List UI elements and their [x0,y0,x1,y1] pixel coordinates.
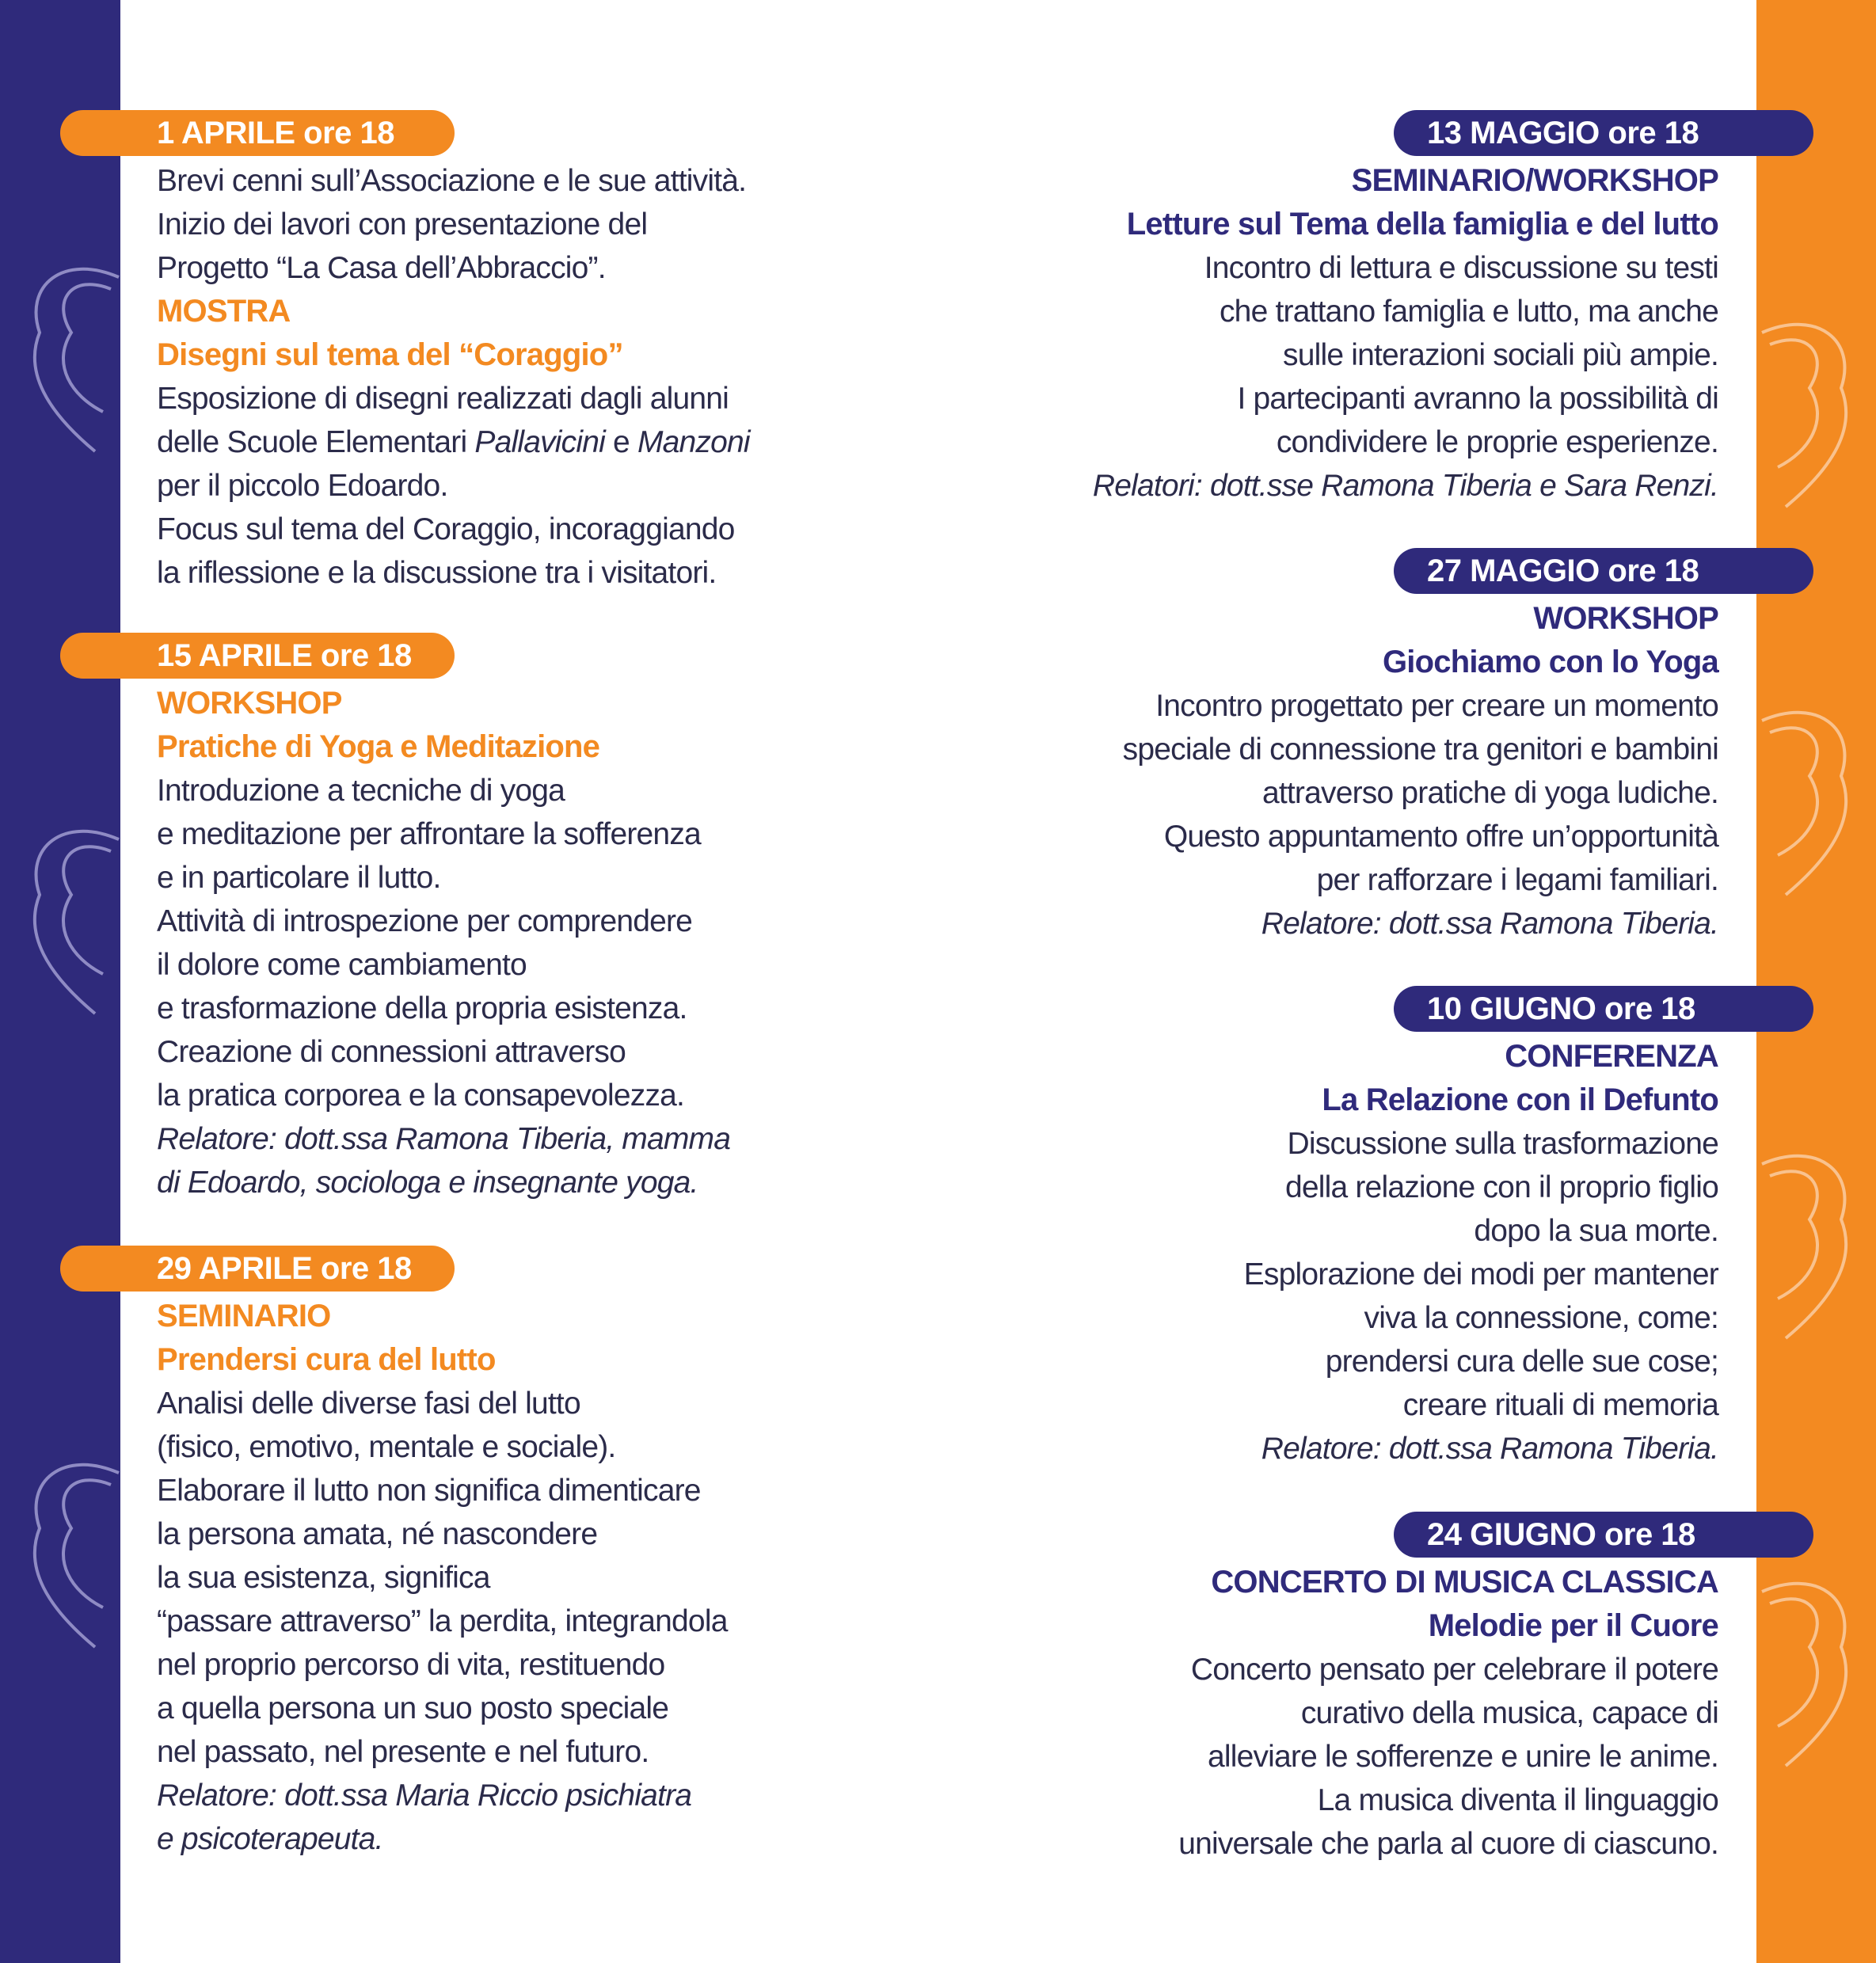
event-title: Melodie per il Cuore [1428,1608,1718,1643]
desc-text: delle Scuole Elementari [157,425,475,459]
desc-line: della relazione con il proprio figlio [1284,1170,1718,1204]
desc-line: universale che parla al cuore di ciascuno. [1178,1827,1718,1861]
desc-line: Incontro progettato per creare un momento [1155,689,1718,723]
intro-line: Inizio dei lavori con presentazione del [157,207,648,242]
event-13-may [950,110,1813,508]
desc-line: la riflessione e la discussione tra i visitatori. [157,556,717,590]
desc-line: speciale di connessione tra genitori e bambini [1122,732,1718,767]
desc-line: nel proprio percorso di vita, restituendo [157,1648,665,1682]
desc-line: “passare attraverso” la perdita, integrandola [157,1604,728,1638]
event-title: Prendersi cura del lutto [157,1342,496,1377]
pill-wrap [950,1512,1813,1558]
event-category: CONFERENZA [1505,1039,1718,1074]
desc-line: nel passato, nel presente e nel futuro. [157,1735,649,1769]
desc-line: per rafforzare i legami familiari. [1316,863,1718,897]
speaker-line: di Edoardo, sociologa e insegnante yoga. [157,1166,698,1200]
desc-line [157,420,852,464]
event-24-june [950,1512,1813,1866]
speaker-line: Relatore: dott.ssa Ramona Tiberia, mamma [157,1122,731,1156]
event-title: Letture sul Tema della famiglia e del lutto [1126,207,1718,242]
desc-line: Focus sul tema del Coraggio, incoraggiando [157,512,735,546]
event-15-april [60,633,852,1204]
desc-line: Esplorazione dei modi per mantener [1243,1257,1718,1292]
event-1-april [60,110,852,595]
event-title: Pratiche di Yoga e Meditazione [157,729,600,764]
event-title: Disegni sul tema del “Coraggio” [157,337,623,372]
desc-line: alleviare le sofferenze e unire le anime. [1207,1740,1718,1774]
event-29-april [60,1246,852,1861]
event-title: Giochiamo con lo Yoga [1382,645,1718,679]
desc-line: Concerto pensato per celebrare il potere [1190,1653,1718,1687]
desc-line: condividere le proprie esperienze. [1276,425,1718,459]
speaker-line: Relatore: dott.ssa Maria Riccio psichiatra [157,1778,692,1813]
event-category: SEMINARIO [157,1299,331,1333]
desc-line: il dolore come cambiamento [157,948,527,982]
event-body [60,1295,852,1861]
event-body [60,682,852,1204]
desc-line: per il piccolo Edoardo. [157,469,448,503]
event-body [950,1035,1813,1470]
desc-line: sulle interazioni sociali più ampie. [1283,338,1718,372]
desc-line: Elaborare il lutto non significa dimenticare [157,1474,701,1508]
event-category: CONCERTO DI MUSICA CLASSICA [1211,1565,1718,1600]
date-pill: 29 APRILE ore 18 [60,1246,455,1292]
event-10-june [950,986,1813,1470]
desc-line: e meditazione per affrontare la sofferenza [157,817,701,851]
desc-line: I partecipanti avranno la possibilità di [1237,382,1718,416]
desc-line: Questo appuntamento offre un’opportunità [1163,820,1718,854]
date-pill: 1 APRILE ore 18 [60,110,455,156]
desc-line: la sua esistenza, significa [157,1561,490,1595]
desc-line: dopo la sua morte. [1474,1214,1718,1248]
event-category: MOSTRA [157,294,291,329]
event-category: WORKSHOP [1533,601,1718,636]
desc-line: e trasformazione della propria esistenza. [157,991,687,1025]
event-category: SEMINARIO/WORKSHOP [1351,163,1718,198]
date-pill: 27 MAGGIO ore 18 [1394,548,1813,594]
pill-wrap [950,986,1813,1032]
speaker-line: Relatori: dott.sse Ramona Tiberia e Sara Renzi. [1092,469,1718,503]
desc-line: (fisico, emotivo, mentale e sociale). [157,1430,616,1464]
event-body [950,159,1813,508]
desc-line: attraverso pratiche di yoga ludiche. [1261,776,1718,810]
desc-line: a quella persona un suo posto speciale [157,1691,669,1725]
school-name: Pallavicini [474,425,605,459]
desc-line: curativo della musica, capace di [1300,1696,1718,1730]
event-title: La Relazione con il Defunto [1322,1082,1718,1117]
desc-line: La musica diventa il linguaggio [1317,1783,1718,1817]
pill-wrap [950,110,1813,156]
school-name: Manzoni [637,425,750,459]
desc-line: viva la connessione, come: [1364,1301,1718,1335]
desc-line: creare rituali di memoria [1402,1388,1718,1422]
desc-line: Attività di introspezione per comprendere [157,904,693,938]
date-pill: 10 GIUGNO ore 18 [1394,986,1813,1032]
speaker-line: Relatore: dott.ssa Ramona Tiberia. [1261,907,1718,941]
desc-line: Introduzione a tecniche di yoga [157,774,565,808]
event-27-may [950,548,1813,945]
event-body [950,597,1813,945]
intro-line: Progetto “La Casa dell’Abbraccio”. [157,251,606,285]
event-body [950,1561,1813,1866]
desc-line: la pratica corporea e la consapevolezza. [157,1079,685,1113]
desc-line: Creazione di connessioni attraverso [157,1035,626,1069]
speaker-line: Relatore: dott.ssa Ramona Tiberia. [1261,1432,1718,1466]
desc-line: Analisi delle diverse fasi del lutto [157,1387,580,1421]
desc-line: Incontro di lettura e discussione su testi [1204,251,1718,285]
desc-line: Esposizione di disegni realizzati dagli alunni [157,382,729,416]
pill-wrap [950,548,1813,594]
desc-line: che trattano famiglia e lutto, ma anche [1219,295,1718,329]
speaker-line: e psicoterapeuta. [157,1822,383,1856]
desc-text: e [604,425,637,459]
date-pill: 13 MAGGIO ore 18 [1394,110,1813,156]
date-pill: 24 GIUGNO ore 18 [1394,1512,1813,1558]
intro-line: Brevi cenni sull’Associazione e le sue attività. [157,164,747,198]
desc-line: Discussione sulla trasformazione [1287,1127,1718,1161]
desc-line: e in particolare il lutto. [157,861,441,895]
event-body [60,159,852,595]
event-category: WORKSHOP [157,686,342,721]
date-pill: 15 APRILE ore 18 [60,633,455,679]
desc-line: la persona amata, né nascondere [157,1517,598,1551]
desc-line: prendersi cura delle sue cose; [1325,1345,1718,1379]
